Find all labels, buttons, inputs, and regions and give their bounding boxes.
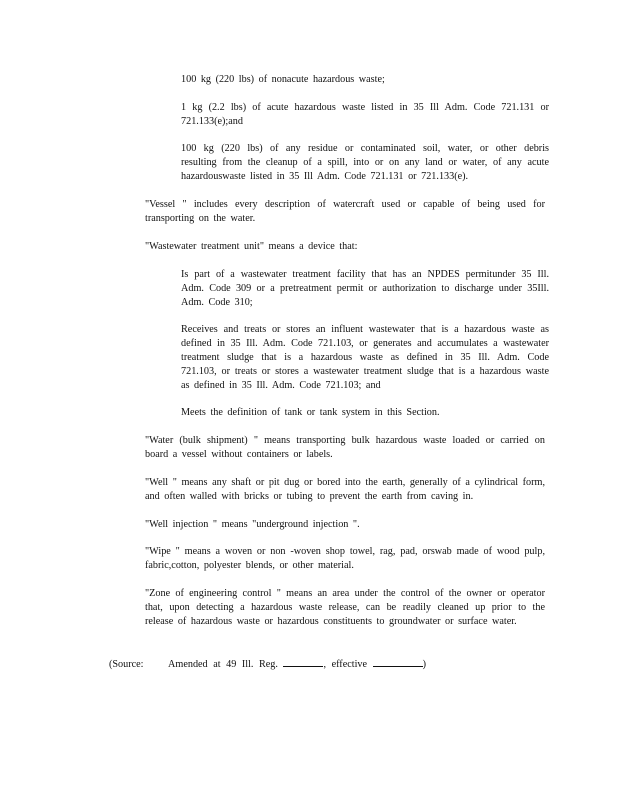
sub-item-npdes: Is part of a wastewater treatment facility that has an NPDES permitunder 35 Ill. Adm. Code 309 or a pretreatment permit or authorization to discharge under 35Ill. Adm. Code 310;: [181, 269, 549, 308]
definition-well-injection: "Well injection " means "underground injection ".: [145, 519, 360, 530]
sub-item-residue: 100 kg (220 lbs) of any residue or contaminated soil, water, or other debris resulting from the cleanup of a spill, into or on any land or water, of any acute hazardouswaste listed in 35 Ill Adm. Code 721.131 or 721.133(e).: [181, 143, 549, 182]
effective-date-blank: [373, 656, 423, 667]
definition-water-bulk-shipment: "Water (bulk shipment) " means transporting bulk hazardous waste loaded or carried on board a vessel without containers or labels.: [145, 435, 545, 460]
definition-well: "Well " means any shaft or pit dug or bored into the earth, generally of a cylindrical form, and often walled with bricks or tubing to prevent the earth from caving in.: [145, 477, 545, 502]
source-close: ): [422, 659, 426, 670]
definition-wastewater-treatment-unit: "Wastewater treatment unit" means a device that:: [145, 241, 358, 252]
definition-wipe: "Wipe " means a woven or non -woven shop towel, rag, pad, orswab made of wood pulp, fabric,cotton, polyester blends, or other material.: [145, 546, 545, 571]
sub-item-acute: 1 kg (2.2 lbs) of acute hazardous waste listed in 35 Ill Adm. Code 721.131 or 721.133(e);and: [181, 102, 549, 127]
source-open: (Source:: [109, 659, 144, 670]
sub-item-tank-definition: Meets the definition of tank or tank system in this Section.: [181, 407, 440, 418]
definition-zone-of-engineering-control: "Zone of engineering control " means an area under the control of the owner or operator that, upon detecting a hazardous waste release, can be readily cleaned up prior to the release of hazardous waste or hazardous constituents to groundwater or surface water.: [145, 588, 545, 627]
register-blank: [283, 656, 323, 667]
source-amended: Amended at 49 Ill. Reg.: [168, 659, 278, 670]
source-note: (Source: Amended at 49 Ill. Reg. , effective ): [109, 656, 426, 672]
sub-item-receives-treats: Receives and treats or stores an influent wastewater that is a hazardous waste as defined in 35 Ill. Adm. Code 721.103, or generates and accumulates a wastewater treatment sludge that is a hazardous waste as defined in 35 Ill. Adm. Code 721.103, or treats or stores a wastewater treatment sludge that is a hazardous waste as defined in 35 Ill. Adm. Code 721.103; and: [181, 324, 549, 391]
definition-vessel: "Vessel " includes every description of watercraft used or capable of being used for transporting on the water.: [145, 199, 545, 224]
sub-item-nonacute: 100 kg (220 lbs) of nonacute hazardous waste;: [181, 74, 385, 85]
source-effective: effective: [331, 659, 368, 670]
